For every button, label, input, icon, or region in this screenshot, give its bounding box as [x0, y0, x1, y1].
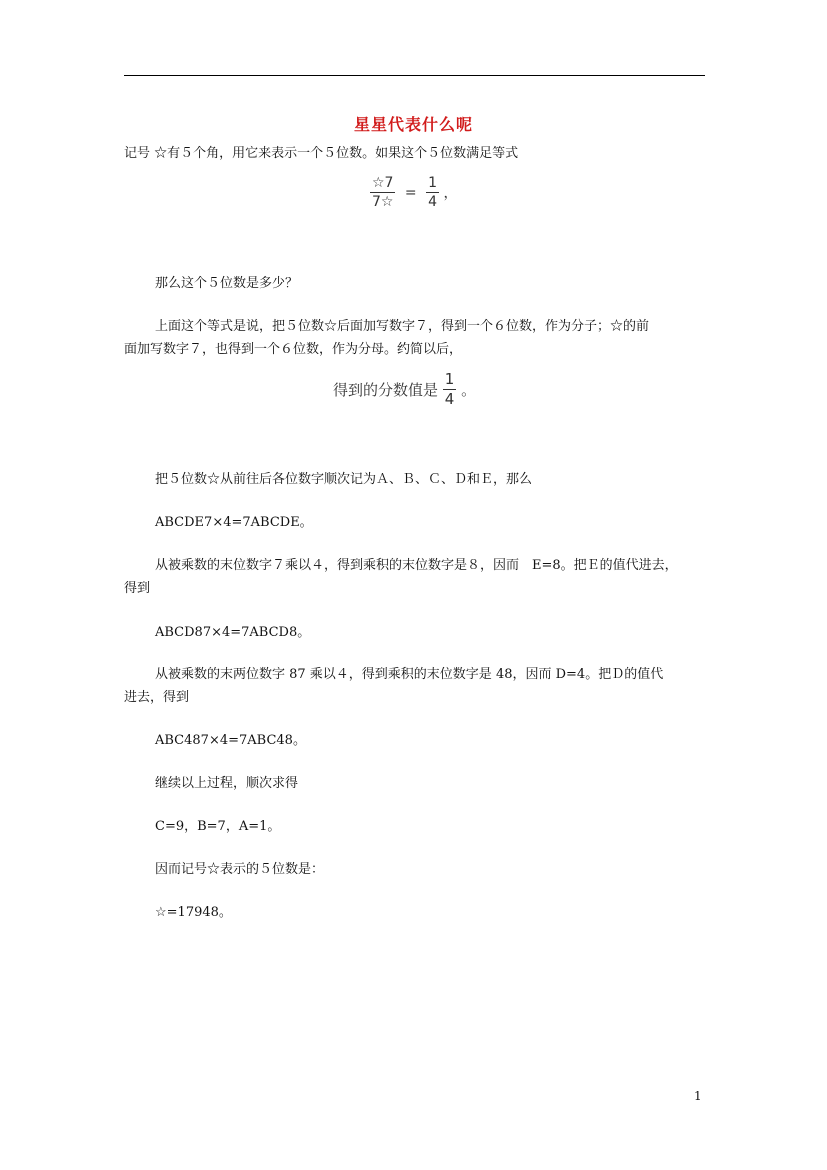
paragraph-question: 那么这个５位数是多少？	[155, 276, 299, 291]
paragraph-step-d-line1: 从被乘数的末两位数字 87 乘以４，得到乘积的末位数字是 48，因而 D=4。把Ｄ的值代	[155, 667, 664, 682]
formula-answer: ☆=17948。	[155, 905, 232, 920]
equals-sign: =	[404, 184, 417, 201]
fraction-left-numerator: ☆7	[372, 175, 394, 191]
paragraph-explain-line2: 面加写数字７，也得到一个６位数，作为分母。约简以后，	[124, 342, 463, 357]
paragraph-step-e-line2: 得到	[124, 581, 151, 596]
equation-fraction-value	[333, 372, 476, 407]
paragraph-intro: 记号 ☆有５个角，用它来表示一个５位数。如果这个５位数满足等式	[124, 146, 519, 161]
fraction-left-denominator: 7☆	[372, 194, 394, 210]
fraction-value-numerator: 1	[444, 370, 455, 388]
formula-digits: C=9，B=7，A=1。	[155, 819, 281, 834]
fraction-right-denominator: 4	[428, 194, 438, 210]
fraction-right	[426, 176, 439, 209]
paragraph-continue: 继续以上过程，顺次求得	[155, 776, 299, 791]
formula-step2: ABCD87×4=7ABCD8。	[155, 625, 311, 640]
equation-comma: ，	[443, 185, 458, 202]
paragraph-step-d-line2: 进去，得到	[124, 690, 190, 705]
fraction-left	[370, 176, 395, 209]
fraction-value-denominator: 4	[444, 390, 455, 408]
fraction-value	[443, 372, 457, 407]
equation-star-fraction	[370, 176, 457, 209]
paragraph-digit-labels: 把５位数☆从前往后各位数字顺次记为Ａ、Ｂ、Ｃ、Ｄ和Ｅ，那么	[155, 472, 533, 487]
paragraph-step-e-line1: 从被乘数的末位数字７乘以４，得到乘积的末位数字是８，因而 E=8。把Ｅ的值代进去，	[155, 558, 678, 573]
page-number: 1	[694, 1089, 702, 1103]
fraction-value-text: 得到的分数值是	[333, 381, 439, 399]
paragraph-explain-line1: 上面这个等式是说，把５位数☆后面加写数字７，得到一个６位数，作为分子；☆的前	[155, 319, 650, 334]
paragraph-conclusion: 因而记号☆表示的５位数是：	[155, 862, 325, 877]
formula-step1: ABCDE7×4=7ABCDE。	[155, 515, 313, 530]
fraction-right-numerator: 1	[428, 175, 438, 191]
equation-period: 。	[461, 381, 477, 399]
formula-step3: ABC487×4=7ABC48。	[155, 733, 306, 748]
page-title: 星星代表什么呢	[353, 115, 473, 134]
header-rule	[124, 75, 705, 76]
